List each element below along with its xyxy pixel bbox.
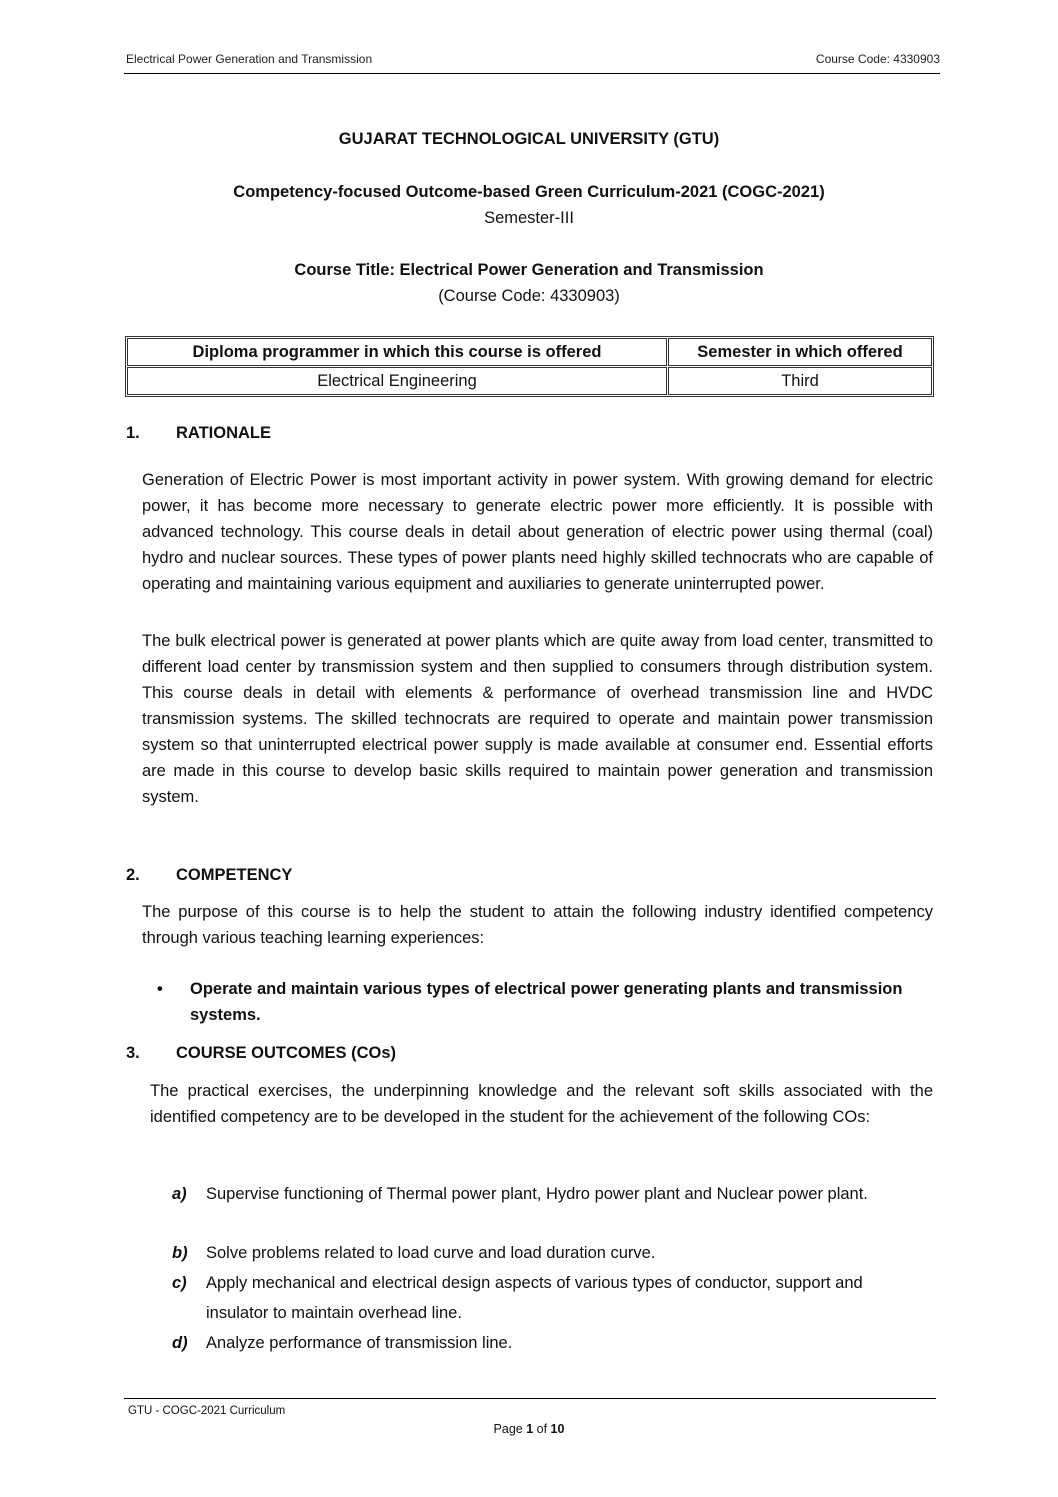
- header-course-code: Course Code: 4330903: [815, 52, 940, 66]
- outcome-item: [172, 1328, 927, 1358]
- university-title: GUJARAT TECHNOLOGICAL UNIVERSITY (GTU): [338, 130, 720, 148]
- outcome-item: [172, 1238, 927, 1268]
- table-header-cell: Semester in which offered: [668, 338, 932, 366]
- page-current: 1: [526, 1422, 534, 1436]
- outcome-item: [172, 1268, 927, 1328]
- section-heading-competency: [126, 866, 292, 885]
- course-outcomes-intro: The practical exercises, the underpinning knowledge and the relevant soft skills associated with the identified competency are to be developed in the student for the achievement of the following COs:: [150, 1082, 933, 1126]
- page-header: [126, 52, 940, 66]
- competency-bullet: [157, 976, 917, 1028]
- outcome-label: c): [172, 1274, 187, 1292]
- section-title: COURSE OUTCOMES (COs): [176, 1044, 397, 1062]
- page-of: of: [533, 1422, 551, 1436]
- outcome-label: d): [172, 1334, 188, 1352]
- outcome-text: Supervise functioning of Thermal power plant, Hydro power plant and Nuclear power plant.: [206, 1185, 868, 1203]
- competency-text: Operate and maintain various types of electrical power generating plants and transmission systems.: [190, 980, 903, 1024]
- header-course-name: Electrical Power Generation and Transmission: [126, 52, 373, 66]
- section-number: 1.: [126, 424, 140, 442]
- section-title: RATIONALE: [176, 424, 272, 442]
- outcome-text: Solve problems related to load curve and load duration curve.: [206, 1244, 656, 1262]
- section-heading-rationale: [126, 424, 271, 443]
- bullet-icon: •: [157, 980, 163, 998]
- course-title: Course Title: Electrical Power Generation and Transmission: [294, 261, 764, 279]
- rationale-paragraph-1: Generation of Electric Power is most important activity in power system. With growing demand for electric power, it has become more necessary to generate electric power more efficiently. It is possible with advanced technology. This course deals in detail about generation of electric power using thermal (coal) hydro and nuclear sources. These types of power plants need highly skilled technocrats who are capable of operating and maintaining various equipment and auxiliaries to generate uninterrupted power.: [142, 471, 933, 593]
- outcome-item: [172, 1179, 927, 1209]
- page-number: [0, 1422, 1058, 1436]
- page-prefix: Page: [493, 1422, 527, 1436]
- footer-curriculum-label: GTU - COGC-2021 Curriculum: [128, 1405, 286, 1417]
- header-divider: [124, 73, 940, 74]
- outcome-label: b): [172, 1244, 188, 1262]
- curriculum-title: Competency-focused Outcome-based Green Curriculum-2021 (COGC-2021): [233, 183, 825, 201]
- section-number: 3.: [126, 1044, 140, 1062]
- competency-paragraph: The purpose of this course is to help the student to attain the following industry identified competency through various teaching learning experiences:: [142, 903, 933, 947]
- offering-table: [125, 336, 934, 397]
- section-title: COMPETENCY: [176, 866, 293, 884]
- section-number: 2.: [126, 866, 140, 884]
- course-code: (Course Code: 4330903): [438, 287, 620, 305]
- outcome-text: Analyze performance of transmission line.: [206, 1334, 513, 1352]
- footer-divider: [124, 1398, 936, 1399]
- table-cell-programme: Electrical Engineering: [127, 367, 667, 395]
- outcome-label: a): [172, 1185, 187, 1203]
- section-heading-course-outcomes: [126, 1044, 396, 1063]
- table-header-row: [127, 338, 932, 366]
- outcome-text: Apply mechanical and electrical design aspects of various types of conductor, support and insulator to maintain overhead line.: [206, 1274, 863, 1322]
- semester-label: Semester-III: [484, 209, 574, 227]
- table-header-cell: Diploma programmer in which this course is offered: [127, 338, 667, 366]
- table-row: [127, 367, 932, 395]
- table-cell-semester: Third: [668, 367, 932, 395]
- rationale-paragraph-2: The bulk electrical power is generated at power plants which are quite away from load center, transmitted to different load center by transmission system and then supplied to consumers through distribution system. This course deals in detail with elements & performance of overhead transmission line and HVDC transmission systems. The skilled technocrats are required to operate and maintain power transmission system so that uninterrupted electrical power supply is made available at consumer end. Essential efforts are made in this course to develop basic skills required to maintain power generation and transmission system.: [142, 632, 933, 806]
- page-total: 10: [550, 1422, 565, 1436]
